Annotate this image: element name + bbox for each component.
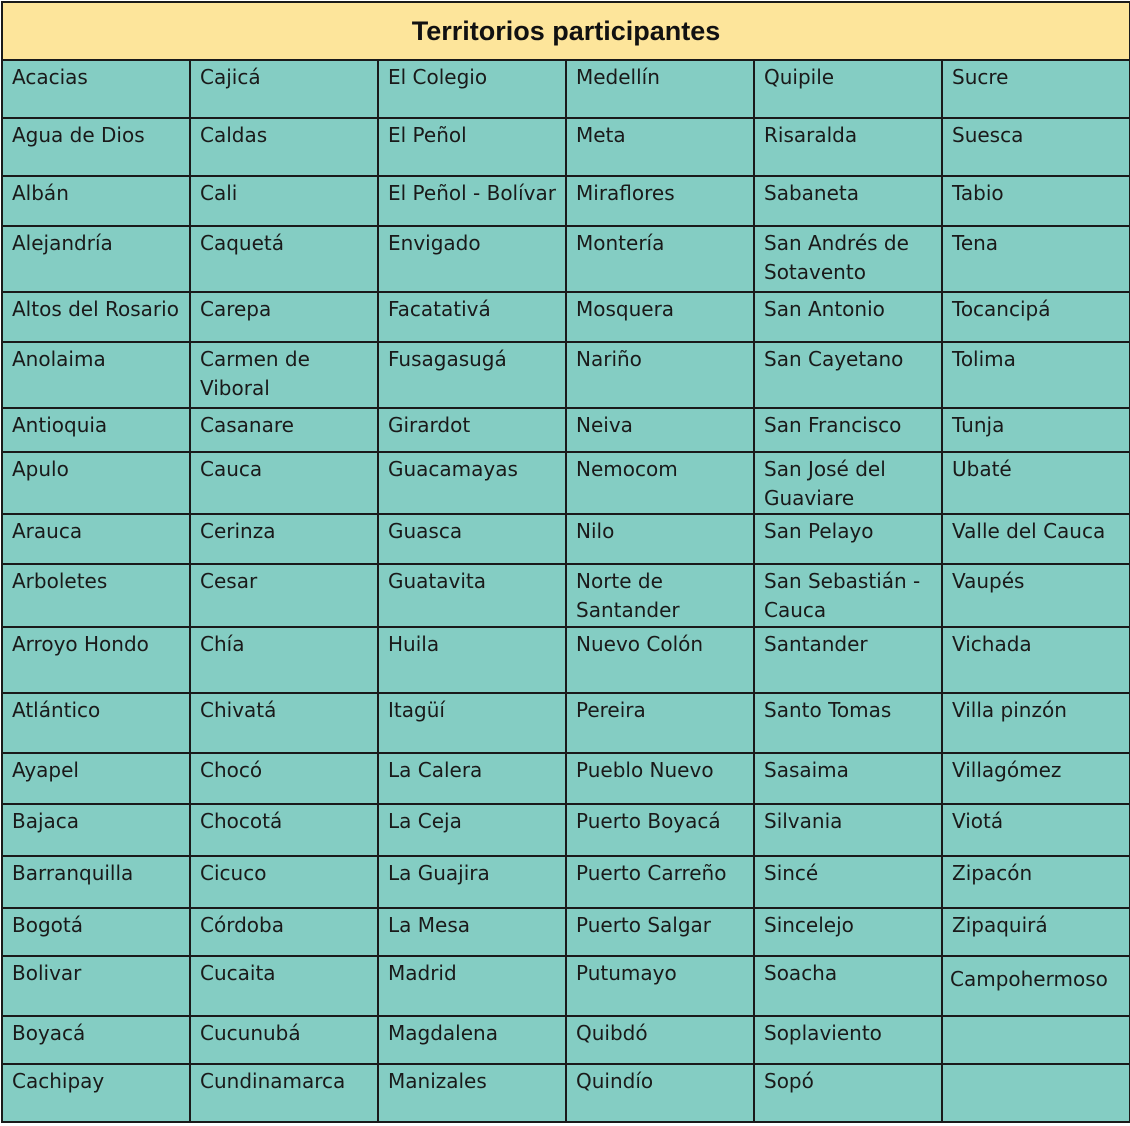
territory-cell: El Colegio xyxy=(378,60,566,118)
table-row xyxy=(2,118,1130,176)
territory-cell: Norte de Santander xyxy=(566,564,754,627)
territory-cell: Cerinza xyxy=(190,514,378,564)
territory-cell: Madrid xyxy=(378,956,566,1016)
territory-cell: Cucaita xyxy=(190,956,378,1016)
table-row xyxy=(2,226,1130,292)
territory-cell: La Calera xyxy=(378,753,566,804)
territory-cell: Anolaima xyxy=(2,342,190,408)
territory-cell: San Sebastián - Cauca xyxy=(754,564,942,627)
territory-cell: Sincé xyxy=(754,856,942,908)
territory-cell: Puerto Boyacá xyxy=(566,804,754,856)
territory-cell: Cali xyxy=(190,176,378,226)
territory-cell: Ayapel xyxy=(2,753,190,804)
territory-cell: Tabio xyxy=(942,176,1130,226)
territory-cell: Nilo xyxy=(566,514,754,564)
territory-cell: Cucunubá xyxy=(190,1016,378,1064)
table-row xyxy=(2,342,1130,408)
table-row xyxy=(2,693,1130,753)
territory-cell: Valle del Cauca xyxy=(942,514,1130,564)
territory-cell: San Andrés de Sotavento xyxy=(754,226,942,292)
territory-cell: Guasca xyxy=(378,514,566,564)
territory-cell: Puerto Carreño xyxy=(566,856,754,908)
territory-cell: Pueblo Nuevo xyxy=(566,753,754,804)
territory-cell: Tena xyxy=(942,226,1130,292)
territory-cell: Ubaté xyxy=(942,452,1130,514)
territory-cell: Quipile xyxy=(754,60,942,118)
territory-cell: Arboletes xyxy=(2,564,190,627)
territory-cell: Risaralda xyxy=(754,118,942,176)
territory-cell: Bajaca xyxy=(2,804,190,856)
territory-cell: Albán xyxy=(2,176,190,226)
territory-cell: Sasaima xyxy=(754,753,942,804)
territory-cell: Carepa xyxy=(190,292,378,342)
territory-cell: Putumayo xyxy=(566,956,754,1016)
territory-cell: Chocó xyxy=(190,753,378,804)
territory-cell xyxy=(942,1064,1130,1122)
territory-cell: Altos del Rosario xyxy=(2,292,190,342)
territory-cell: Agua de Dios xyxy=(2,118,190,176)
territory-cell: San José del Guaviare xyxy=(754,452,942,514)
territory-cell: Soplaviento xyxy=(754,1016,942,1064)
table-row xyxy=(2,564,1130,627)
territory-cell: Sopó xyxy=(754,1064,942,1122)
table-row xyxy=(2,908,1130,956)
territory-cell: Sabaneta xyxy=(754,176,942,226)
territory-cell: Cajicá xyxy=(190,60,378,118)
territory-cell: Quibdó xyxy=(566,1016,754,1064)
table-row xyxy=(2,856,1130,908)
territory-cell: La Mesa xyxy=(378,908,566,956)
territory-cell: La Ceja xyxy=(378,804,566,856)
territory-cell: Carmen de Viboral xyxy=(190,342,378,408)
territory-cell: Bogotá xyxy=(2,908,190,956)
territory-cell: Santander xyxy=(754,627,942,693)
territory-cell: Fusagasugá xyxy=(378,342,566,408)
territory-cell: Boyacá xyxy=(2,1016,190,1064)
territory-cell: Zipaquirá xyxy=(942,908,1130,956)
territory-cell: Casanare xyxy=(190,408,378,452)
territory-cell: Puerto Salgar xyxy=(566,908,754,956)
territory-cell: Campohermoso xyxy=(942,956,1130,1016)
table-row xyxy=(2,514,1130,564)
territory-cell: Acacias xyxy=(2,60,190,118)
territory-cell: Caquetá xyxy=(190,226,378,292)
territory-cell: Pereira xyxy=(566,693,754,753)
territory-cell: Meta xyxy=(566,118,754,176)
territory-cell: Soacha xyxy=(754,956,942,1016)
territory-cell: Nuevo Colón xyxy=(566,627,754,693)
territory-cell: San Cayetano xyxy=(754,342,942,408)
territory-cell: Cachipay xyxy=(2,1064,190,1122)
territory-cell: Cicuco xyxy=(190,856,378,908)
territory-cell: Quindío xyxy=(566,1064,754,1122)
territory-cell: Santo Tomas xyxy=(754,693,942,753)
territory-cell: Sincelejo xyxy=(754,908,942,956)
territory-cell xyxy=(942,1016,1130,1064)
table-row xyxy=(2,60,1130,118)
territory-cell: Suesca xyxy=(942,118,1130,176)
territory-cell: Barranquilla xyxy=(2,856,190,908)
table-row xyxy=(2,408,1130,452)
territory-cell: Tunja xyxy=(942,408,1130,452)
territory-cell: Bolivar xyxy=(2,956,190,1016)
territories-body xyxy=(2,60,1130,1122)
territory-cell: Guatavita xyxy=(378,564,566,627)
territory-cell: Huila xyxy=(378,627,566,693)
territory-cell: Chivatá xyxy=(190,693,378,753)
territory-cell: Atlántico xyxy=(2,693,190,753)
title-row xyxy=(2,2,1130,60)
territory-cell: Chía xyxy=(190,627,378,693)
territory-cell: Miraflores xyxy=(566,176,754,226)
territory-cell: Mosquera xyxy=(566,292,754,342)
territory-cell: Alejandría xyxy=(2,226,190,292)
territory-cell: Caldas xyxy=(190,118,378,176)
territory-cell: San Pelayo xyxy=(754,514,942,564)
territory-cell: Cundinamarca xyxy=(190,1064,378,1122)
territory-cell: La Guajira xyxy=(378,856,566,908)
territory-cell: Vichada xyxy=(942,627,1130,693)
territory-cell: Viotá xyxy=(942,804,1130,856)
territory-cell: Girardot xyxy=(378,408,566,452)
territory-cell: Vaupés xyxy=(942,564,1130,627)
territory-cell: Facatativá xyxy=(378,292,566,342)
territory-cell: Cesar xyxy=(190,564,378,627)
territory-cell: Guacamayas xyxy=(378,452,566,514)
table-row xyxy=(2,452,1130,514)
territory-cell: Antioquia xyxy=(2,408,190,452)
territory-cell: Nariño xyxy=(566,342,754,408)
territory-cell: Villa pinzón xyxy=(942,693,1130,753)
territory-cell: Arauca xyxy=(2,514,190,564)
territory-cell: Nemocom xyxy=(566,452,754,514)
table-title: Territorios participantes xyxy=(2,2,1130,60)
table-row xyxy=(2,1064,1130,1122)
territory-cell: Cauca xyxy=(190,452,378,514)
table-row xyxy=(2,1016,1130,1064)
territory-cell: Chocotá xyxy=(190,804,378,856)
territory-cell: Silvania xyxy=(754,804,942,856)
territory-cell: Tolima xyxy=(942,342,1130,408)
territory-cell: Envigado xyxy=(378,226,566,292)
territory-cell: Apulo xyxy=(2,452,190,514)
territory-cell: Córdoba xyxy=(190,908,378,956)
table-row xyxy=(2,956,1130,1016)
territory-cell: Montería xyxy=(566,226,754,292)
territory-cell: Medellín xyxy=(566,60,754,118)
territory-cell: Manizales xyxy=(378,1064,566,1122)
territory-cell: Arroyo Hondo xyxy=(2,627,190,693)
territory-cell: Sucre xyxy=(942,60,1130,118)
territory-cell: El Peñol - Bolívar xyxy=(378,176,566,226)
table-row xyxy=(2,627,1130,693)
territory-cell: Zipacón xyxy=(942,856,1130,908)
table-row xyxy=(2,804,1130,856)
table-row xyxy=(2,292,1130,342)
territory-cell: Magdalena xyxy=(378,1016,566,1064)
territory-cell: Itagüí xyxy=(378,693,566,753)
territory-cell: Neiva xyxy=(566,408,754,452)
territory-cell: San Antonio xyxy=(754,292,942,342)
territory-cell: Villagómez xyxy=(942,753,1130,804)
territory-cell: San Francisco xyxy=(754,408,942,452)
territory-cell: El Peñol xyxy=(378,118,566,176)
territory-cell: Tocancipá xyxy=(942,292,1130,342)
table-row xyxy=(2,753,1130,804)
territories-table xyxy=(1,1,1130,1123)
table-row xyxy=(2,176,1130,226)
